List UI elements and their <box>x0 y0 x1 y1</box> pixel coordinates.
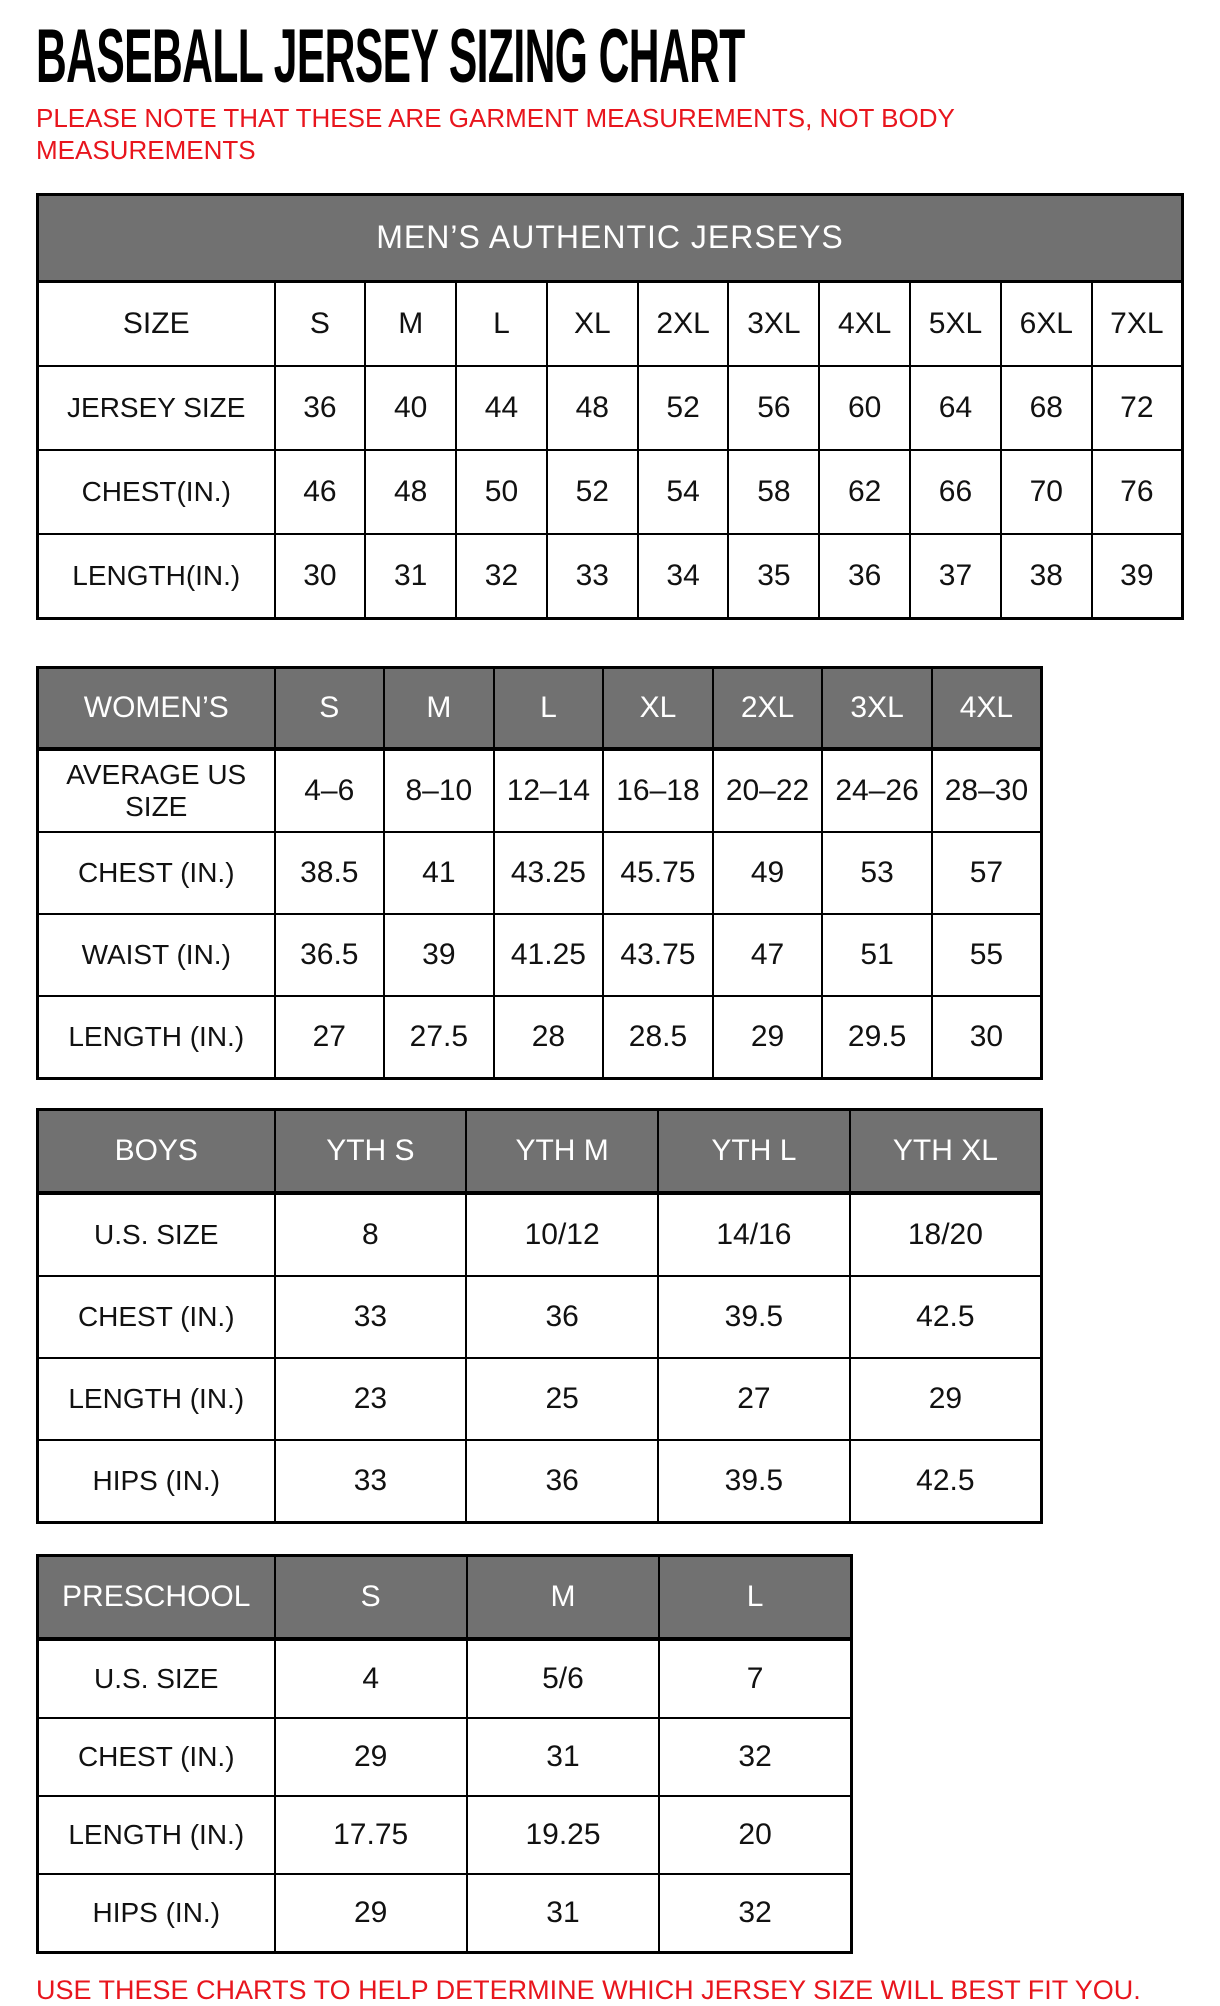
size-cell: 24–26 <box>822 749 932 832</box>
size-cell: 49 <box>713 832 823 914</box>
size-cell: 62 <box>819 450 910 534</box>
size-cell: 58 <box>728 450 819 534</box>
row-label: AVERAGE US SIZE <box>38 749 275 832</box>
row-label: CHEST(IN.) <box>38 450 275 534</box>
row-label: JERSEY SIZE <box>38 366 275 450</box>
row-label: CHEST (IN.) <box>38 1276 275 1358</box>
table-row <box>38 534 1183 619</box>
size-cell: 34 <box>638 534 729 619</box>
table-row <box>38 749 1042 832</box>
size-cell: 70 <box>1001 450 1092 534</box>
size-cell: 14/16 <box>658 1193 850 1276</box>
size-cell: 37 <box>910 534 1001 619</box>
size-cell: 43.25 <box>494 832 604 914</box>
size-cell: 25 <box>466 1358 658 1440</box>
table-row <box>38 1358 1042 1440</box>
row-label: WAIST (IN.) <box>38 914 275 996</box>
table-row <box>38 1276 1042 1358</box>
column-header: 4XL <box>932 667 1042 749</box>
row-label: LENGTH (IN.) <box>38 996 275 1079</box>
size-cell: 8–10 <box>384 749 494 832</box>
size-cell: 72 <box>1092 366 1183 450</box>
size-cell: 46 <box>275 450 366 534</box>
size-cell: 20 <box>659 1796 851 1874</box>
size-cell: 52 <box>547 450 638 534</box>
size-cell: 4XL <box>819 281 910 366</box>
size-cell: 39.5 <box>658 1440 850 1523</box>
size-cell: 5XL <box>910 281 1001 366</box>
preschool-sizing-table <box>36 1554 853 1954</box>
table-row <box>38 832 1042 914</box>
row-label: HIPS (IN.) <box>38 1440 275 1523</box>
size-cell: 7 <box>659 1639 851 1718</box>
size-cell: 48 <box>547 366 638 450</box>
table-row <box>38 1639 852 1718</box>
size-cell: S <box>275 281 366 366</box>
table-title: MEN’S AUTHENTIC JERSEYS <box>38 194 1183 281</box>
table-row <box>38 1796 852 1874</box>
column-header: L <box>659 1555 851 1639</box>
size-cell: 31 <box>467 1718 659 1796</box>
page-title: BASEBALL JERSEY SIZING CHART <box>36 14 745 99</box>
row-label: HIPS (IN.) <box>38 1874 275 1953</box>
row-label: CHEST (IN.) <box>38 832 275 914</box>
table-title: WOMEN’S <box>38 667 275 749</box>
size-cell: 47 <box>713 914 823 996</box>
size-cell: 30 <box>932 996 1042 1079</box>
size-cell: 12–14 <box>494 749 604 832</box>
size-cell: 16–18 <box>603 749 713 832</box>
size-cell: 68 <box>1001 366 1092 450</box>
size-cell: 19.25 <box>467 1796 659 1874</box>
size-cell: 28.5 <box>603 996 713 1079</box>
footer-note: USE THESE CHARTS TO HELP DETERMINE WHICH JERSEY SIZE WILL BEST FIT YOU. <box>36 1974 1141 2005</box>
size-cell: 29.5 <box>822 996 932 1079</box>
row-label: LENGTH (IN.) <box>38 1796 275 1874</box>
row-label: CHEST (IN.) <box>38 1718 275 1796</box>
size-cell: 28 <box>494 996 604 1079</box>
size-cell: 3XL <box>728 281 819 366</box>
womens-sizing-table <box>36 666 1043 1080</box>
column-header: 3XL <box>822 667 932 749</box>
size-cell: 27.5 <box>384 996 494 1079</box>
row-label: U.S. SIZE <box>38 1193 275 1276</box>
size-cell: 36 <box>466 1276 658 1358</box>
size-cell: 32 <box>659 1874 851 1953</box>
size-cell: M <box>365 281 456 366</box>
table-row <box>38 1874 852 1953</box>
size-cell: 42.5 <box>850 1440 1042 1523</box>
size-cell: 51 <box>822 914 932 996</box>
garment-measurement-note <box>36 102 1220 167</box>
table-row <box>38 1193 1042 1276</box>
size-cell: 45.75 <box>603 832 713 914</box>
size-cell: 35 <box>728 534 819 619</box>
size-cell: 55 <box>932 914 1042 996</box>
note-line-1: PLEASE NOTE THAT THESE ARE GARMENT MEASUREMENTS, NOT BODY <box>36 102 955 133</box>
size-cell: 39 <box>1092 534 1183 619</box>
size-cell: 52 <box>638 366 729 450</box>
size-cell: 27 <box>275 996 385 1079</box>
column-header: S <box>275 1555 467 1639</box>
table-row <box>38 914 1042 996</box>
size-cell: 31 <box>467 1874 659 1953</box>
size-cell: 33 <box>547 534 638 619</box>
size-cell: 36 <box>819 534 910 619</box>
table-row <box>38 1718 852 1796</box>
size-cell: 23 <box>275 1358 467 1440</box>
size-cell: 50 <box>456 450 547 534</box>
size-cell: 31 <box>365 534 456 619</box>
size-cell: 66 <box>910 450 1001 534</box>
column-header: YTH S <box>275 1109 467 1193</box>
size-cell: 36.5 <box>275 914 385 996</box>
table-row <box>38 281 1183 366</box>
size-cell: 36 <box>466 1440 658 1523</box>
table-title: BOYS <box>38 1109 275 1193</box>
size-cell: 8 <box>275 1193 467 1276</box>
size-cell: 42.5 <box>850 1276 1042 1358</box>
size-cell: 39.5 <box>658 1276 850 1358</box>
mens-sizing-table <box>36 193 1184 620</box>
column-header: S <box>275 667 385 749</box>
size-cell: 7XL <box>1092 281 1183 366</box>
size-cell: 29 <box>275 1874 467 1953</box>
column-header: YTH XL <box>850 1109 1042 1193</box>
size-cell: 2XL <box>638 281 729 366</box>
size-cell: 4–6 <box>275 749 385 832</box>
row-label: SIZE <box>38 281 275 366</box>
size-cell: 29 <box>713 996 823 1079</box>
size-cell: 4 <box>275 1639 467 1718</box>
size-cell: 38 <box>1001 534 1092 619</box>
size-cell: 33 <box>275 1276 467 1358</box>
table-row <box>38 996 1042 1079</box>
note-line-2: MEASUREMENTS <box>36 135 256 166</box>
size-cell: 48 <box>365 450 456 534</box>
table-title: PRESCHOOL <box>38 1555 275 1639</box>
size-cell: 60 <box>819 366 910 450</box>
boys-sizing-table <box>36 1108 1043 1524</box>
size-cell: 41.25 <box>494 914 604 996</box>
table-row <box>38 366 1183 450</box>
column-header: YTH M <box>466 1109 658 1193</box>
size-cell: 18/20 <box>850 1193 1042 1276</box>
size-cell: 41 <box>384 832 494 914</box>
size-cell: 36 <box>275 366 366 450</box>
column-header: M <box>384 667 494 749</box>
size-cell: 57 <box>932 832 1042 914</box>
size-cell: 64 <box>910 366 1001 450</box>
size-cell: 5/6 <box>467 1639 659 1718</box>
size-cell: 33 <box>275 1440 467 1523</box>
size-cell: 10/12 <box>466 1193 658 1276</box>
column-header: M <box>467 1555 659 1639</box>
row-label: LENGTH (IN.) <box>38 1358 275 1440</box>
column-header: 2XL <box>713 667 823 749</box>
size-cell: 39 <box>384 914 494 996</box>
size-cell: 56 <box>728 366 819 450</box>
size-cell: 40 <box>365 366 456 450</box>
size-cell: 20–22 <box>713 749 823 832</box>
size-cell: 53 <box>822 832 932 914</box>
size-cell: 29 <box>275 1718 467 1796</box>
size-cell: 6XL <box>1001 281 1092 366</box>
size-cell: 54 <box>638 450 729 534</box>
column-header: YTH L <box>658 1109 850 1193</box>
size-cell: L <box>456 281 547 366</box>
size-cell: 29 <box>850 1358 1042 1440</box>
column-header: L <box>494 667 604 749</box>
row-label: U.S. SIZE <box>38 1639 275 1718</box>
size-cell: 43.75 <box>603 914 713 996</box>
size-cell: 76 <box>1092 450 1183 534</box>
size-cell: 27 <box>658 1358 850 1440</box>
size-cell: XL <box>547 281 638 366</box>
column-header: XL <box>603 667 713 749</box>
size-cell: 44 <box>456 366 547 450</box>
size-cell: 28–30 <box>932 749 1042 832</box>
table-row <box>38 1440 1042 1523</box>
size-cell: 30 <box>275 534 366 619</box>
table-row <box>38 450 1183 534</box>
row-label: LENGTH(IN.) <box>38 534 275 619</box>
size-cell: 17.75 <box>275 1796 467 1874</box>
size-cell: 38.5 <box>275 832 385 914</box>
size-cell: 32 <box>456 534 547 619</box>
size-cell: 32 <box>659 1718 851 1796</box>
